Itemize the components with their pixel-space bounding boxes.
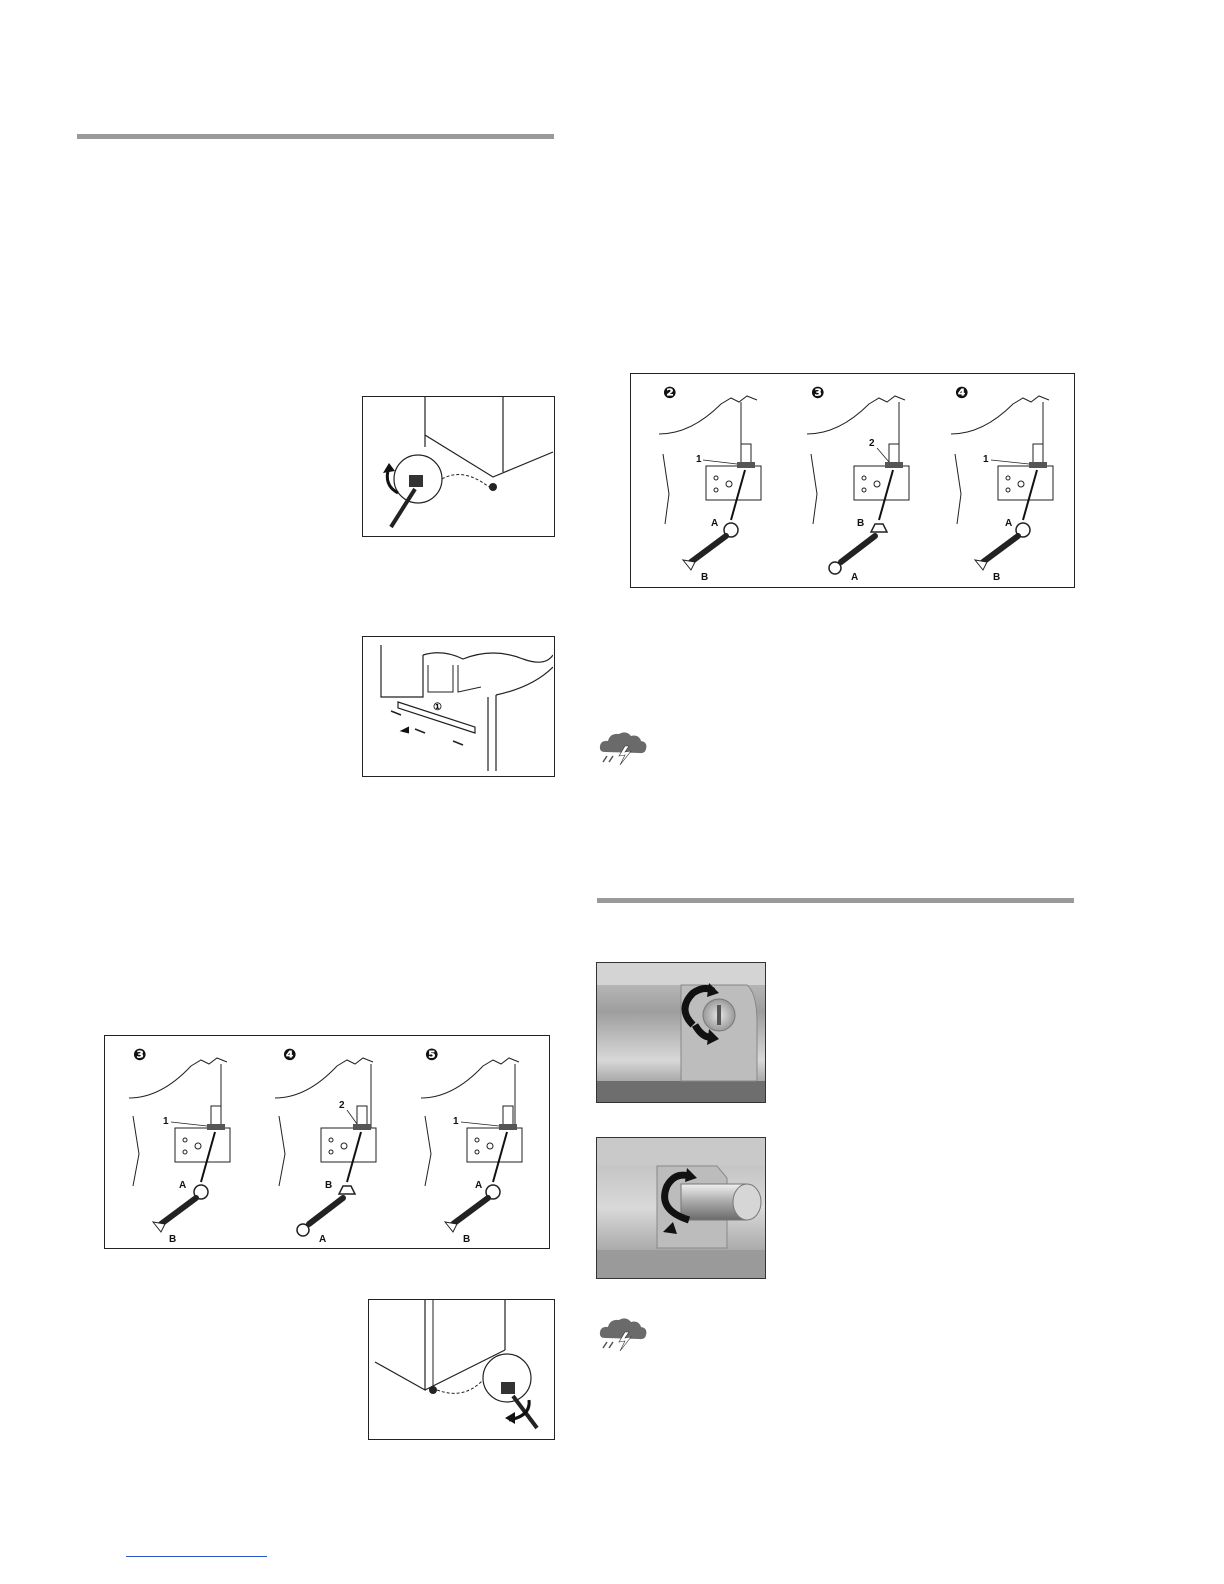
step-number: ❸ [133,1045,147,1064]
wrench-end-label-bottom: A [851,572,859,583]
hinge-step-3 [129,1045,230,1245]
step-number: ❹ [955,383,969,402]
kickplate-figure [362,636,555,777]
wrench-icon [829,524,887,574]
hinge-step-2 [659,383,761,583]
wrench-end-label-top: B [857,518,865,529]
rotate-arrow-icon [505,1412,515,1424]
hinge-step-4 [275,1045,376,1245]
hinge-adjust-figure-right [630,373,1075,588]
wrench-icon [683,523,738,570]
wrench-end-label-bottom: A [319,1234,327,1245]
wrench-icon [153,1185,208,1232]
caution-cloud-icon [597,1314,649,1352]
caution-cloud-icon [597,728,649,766]
step-number: ❹ [283,1045,297,1064]
wrench-end-label-top: B [325,1180,333,1191]
wrench-end-label-top: A [475,1180,483,1191]
step-number: ❸ [811,383,825,402]
step-number: ❺ [425,1045,439,1064]
wrench-end-label-bottom: B [169,1234,177,1245]
rotate-arrow-icon [383,463,395,473]
footer-link-underline[interactable] [126,1556,267,1557]
wrench-end-label-bottom: B [993,572,1001,583]
part-mark: 1 [163,1116,169,1127]
wrench-end-label-top: A [711,518,719,529]
hinge-adjust-figure-left [104,1035,550,1249]
section-rule-right [597,898,1074,903]
wrench-icon [445,1185,500,1232]
leveling-foot-figure-2 [368,1299,555,1440]
part-mark: 1 [983,454,989,465]
wrench-end-label-top: A [1005,518,1013,529]
callout-number: ① [433,702,442,713]
step-number: ❷ [663,383,677,402]
photo-lock-rotate [596,962,766,1103]
part-mark: 1 [453,1116,459,1127]
part-mark: 2 [339,1100,345,1111]
leveling-foot-figure [362,396,555,537]
part-mark: 2 [869,438,875,449]
wrench-end-label-top: A [179,1180,187,1191]
hinge-step-5 [421,1045,522,1245]
section-rule-left [77,134,554,139]
hinge-step-3 [807,383,909,583]
wrench-icon [297,1186,355,1236]
wrench-end-label-bottom: B [701,572,709,583]
wrench-icon [975,523,1030,570]
wrench-end-label-bottom: B [463,1234,471,1245]
part-mark: 1 [696,454,702,465]
photo-pin-rotate [596,1137,766,1279]
hinge-step-4 [951,383,1053,583]
